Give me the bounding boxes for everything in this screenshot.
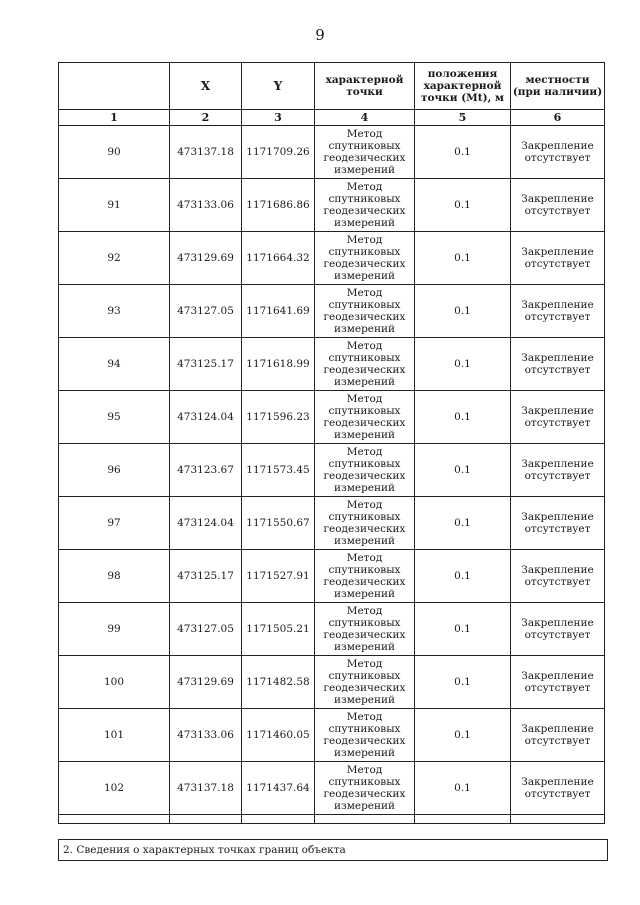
y-coordinate-cell: 1171618.99 bbox=[242, 338, 315, 391]
empty-cell bbox=[415, 815, 511, 824]
x-coordinate-cell: 473124.04 bbox=[170, 391, 242, 444]
fixing-cell: Закрепление отсутствует bbox=[511, 179, 605, 232]
point-number-cell: 94 bbox=[59, 338, 170, 391]
accuracy-cell: 0.1 bbox=[415, 232, 511, 285]
accuracy-cell: 0.1 bbox=[415, 126, 511, 179]
point-number-cell: 95 bbox=[59, 391, 170, 444]
point-number-cell: 92 bbox=[59, 232, 170, 285]
y-coordinate-cell: 1171550.67 bbox=[242, 497, 315, 550]
empty-cell bbox=[170, 815, 242, 824]
x-coordinate-cell: 473129.69 bbox=[170, 232, 242, 285]
point-number-cell: 98 bbox=[59, 550, 170, 603]
y-coordinate-cell: 1171460.05 bbox=[242, 709, 315, 762]
y-coordinate-cell: 1171686.86 bbox=[242, 179, 315, 232]
table-row bbox=[59, 338, 605, 391]
y-coordinate-cell: 1171573.45 bbox=[242, 444, 315, 497]
table-row bbox=[59, 126, 605, 179]
fixing-cell: Закрепление отсутствует bbox=[511, 232, 605, 285]
column-header-y: Y bbox=[242, 63, 315, 110]
fixing-cell: Закрепление отсутствует bbox=[511, 391, 605, 444]
method-cell: Метод спутниковых геодезических измерений bbox=[315, 126, 415, 179]
column-header-method: характерной точки bbox=[315, 63, 415, 110]
x-coordinate-cell: 473125.17 bbox=[170, 338, 242, 391]
column-header-accuracy: положения характерной точки (Mt), м bbox=[415, 63, 511, 110]
y-coordinate-cell: 1171641.69 bbox=[242, 285, 315, 338]
column-header-fixing: местности (при наличии) bbox=[511, 63, 605, 110]
table-row bbox=[59, 762, 605, 815]
method-cell: Метод спутниковых геодезических измерений bbox=[315, 762, 415, 815]
point-number-cell: 90 bbox=[59, 126, 170, 179]
x-coordinate-cell: 473137.18 bbox=[170, 126, 242, 179]
accuracy-cell: 0.1 bbox=[415, 762, 511, 815]
fixing-cell: Закрепление отсутствует bbox=[511, 444, 605, 497]
point-number-cell: 100 bbox=[59, 656, 170, 709]
column-number: 4 bbox=[315, 110, 415, 126]
page-number: 9 bbox=[315, 26, 325, 44]
x-coordinate-cell: 473123.67 bbox=[170, 444, 242, 497]
y-coordinate-cell: 1171437.64 bbox=[242, 762, 315, 815]
x-coordinate-cell: 473137.18 bbox=[170, 762, 242, 815]
method-cell: Метод спутниковых геодезических измерений bbox=[315, 444, 415, 497]
column-number: 2 bbox=[170, 110, 242, 126]
method-cell: Метод спутниковых геодезических измерений bbox=[315, 550, 415, 603]
accuracy-cell: 0.1 bbox=[415, 391, 511, 444]
x-coordinate-cell: 473127.05 bbox=[170, 603, 242, 656]
method-cell: Метод спутниковых геодезических измерений bbox=[315, 285, 415, 338]
table-row bbox=[59, 497, 605, 550]
fixing-cell: Закрепление отсутствует bbox=[511, 762, 605, 815]
point-number-cell: 93 bbox=[59, 285, 170, 338]
method-cell: Метод спутниковых геодезических измерений bbox=[315, 709, 415, 762]
empty-cell bbox=[59, 815, 170, 824]
column-number: 6 bbox=[511, 110, 605, 126]
table-row bbox=[59, 444, 605, 497]
x-coordinate-cell: 473133.06 bbox=[170, 179, 242, 232]
table-header-row bbox=[59, 63, 605, 110]
accuracy-cell: 0.1 bbox=[415, 709, 511, 762]
table-row bbox=[59, 550, 605, 603]
coordinates-table bbox=[58, 62, 605, 824]
method-cell: Метод спутниковых геодезических измерений bbox=[315, 497, 415, 550]
empty-cell bbox=[511, 815, 605, 824]
table-row bbox=[59, 285, 605, 338]
column-header-1 bbox=[59, 63, 170, 110]
point-number-cell: 99 bbox=[59, 603, 170, 656]
point-number-cell: 101 bbox=[59, 709, 170, 762]
y-coordinate-cell: 1171596.23 bbox=[242, 391, 315, 444]
point-number-cell: 91 bbox=[59, 179, 170, 232]
table-row bbox=[59, 656, 605, 709]
column-header-x: X bbox=[170, 63, 242, 110]
section-title: 2. Сведения о характерных точках границ объекта bbox=[58, 839, 608, 861]
method-cell: Метод спутниковых геодезических измерений bbox=[315, 232, 415, 285]
y-coordinate-cell: 1171527.91 bbox=[242, 550, 315, 603]
point-number-cell: 96 bbox=[59, 444, 170, 497]
table-row bbox=[59, 709, 605, 762]
method-cell: Метод спутниковых геодезических измерений bbox=[315, 656, 415, 709]
point-number-cell: 102 bbox=[59, 762, 170, 815]
y-coordinate-cell: 1171709.26 bbox=[242, 126, 315, 179]
y-coordinate-cell: 1171482.58 bbox=[242, 656, 315, 709]
x-coordinate-cell: 473133.06 bbox=[170, 709, 242, 762]
fixing-cell: Закрепление отсутствует bbox=[511, 285, 605, 338]
y-coordinate-cell: 1171664.32 bbox=[242, 232, 315, 285]
table-row bbox=[59, 179, 605, 232]
x-coordinate-cell: 473127.05 bbox=[170, 285, 242, 338]
accuracy-cell: 0.1 bbox=[415, 444, 511, 497]
method-cell: Метод спутниковых геодезических измерений bbox=[315, 603, 415, 656]
x-coordinate-cell: 473129.69 bbox=[170, 656, 242, 709]
fixing-cell: Закрепление отсутствует bbox=[511, 603, 605, 656]
method-cell: Метод спутниковых геодезических измерений bbox=[315, 338, 415, 391]
fixing-cell: Закрепление отсутствует bbox=[511, 338, 605, 391]
method-cell: Метод спутниковых геодезических измерений bbox=[315, 179, 415, 232]
empty-cell bbox=[242, 815, 315, 824]
fixing-cell: Закрепление отсутствует bbox=[511, 550, 605, 603]
column-number: 1 bbox=[59, 110, 170, 126]
point-number-cell: 97 bbox=[59, 497, 170, 550]
column-number: 3 bbox=[242, 110, 315, 126]
method-cell: Метод спутниковых геодезических измерений bbox=[315, 391, 415, 444]
table-row bbox=[59, 391, 605, 444]
accuracy-cell: 0.1 bbox=[415, 656, 511, 709]
y-coordinate-cell: 1171505.21 bbox=[242, 603, 315, 656]
table-row bbox=[59, 603, 605, 656]
accuracy-cell: 0.1 bbox=[415, 497, 511, 550]
table-blank-row bbox=[59, 815, 605, 824]
accuracy-cell: 0.1 bbox=[415, 179, 511, 232]
x-coordinate-cell: 473124.04 bbox=[170, 497, 242, 550]
accuracy-cell: 0.1 bbox=[415, 550, 511, 603]
accuracy-cell: 0.1 bbox=[415, 603, 511, 656]
fixing-cell: Закрепление отсутствует bbox=[511, 497, 605, 550]
column-number-row bbox=[59, 110, 605, 126]
empty-cell bbox=[315, 815, 415, 824]
column-number: 5 bbox=[415, 110, 511, 126]
x-coordinate-cell: 473125.17 bbox=[170, 550, 242, 603]
fixing-cell: Закрепление отсутствует bbox=[511, 709, 605, 762]
fixing-cell: Закрепление отсутствует bbox=[511, 126, 605, 179]
accuracy-cell: 0.1 bbox=[415, 285, 511, 338]
accuracy-cell: 0.1 bbox=[415, 338, 511, 391]
table-row bbox=[59, 232, 605, 285]
fixing-cell: Закрепление отсутствует bbox=[511, 656, 605, 709]
